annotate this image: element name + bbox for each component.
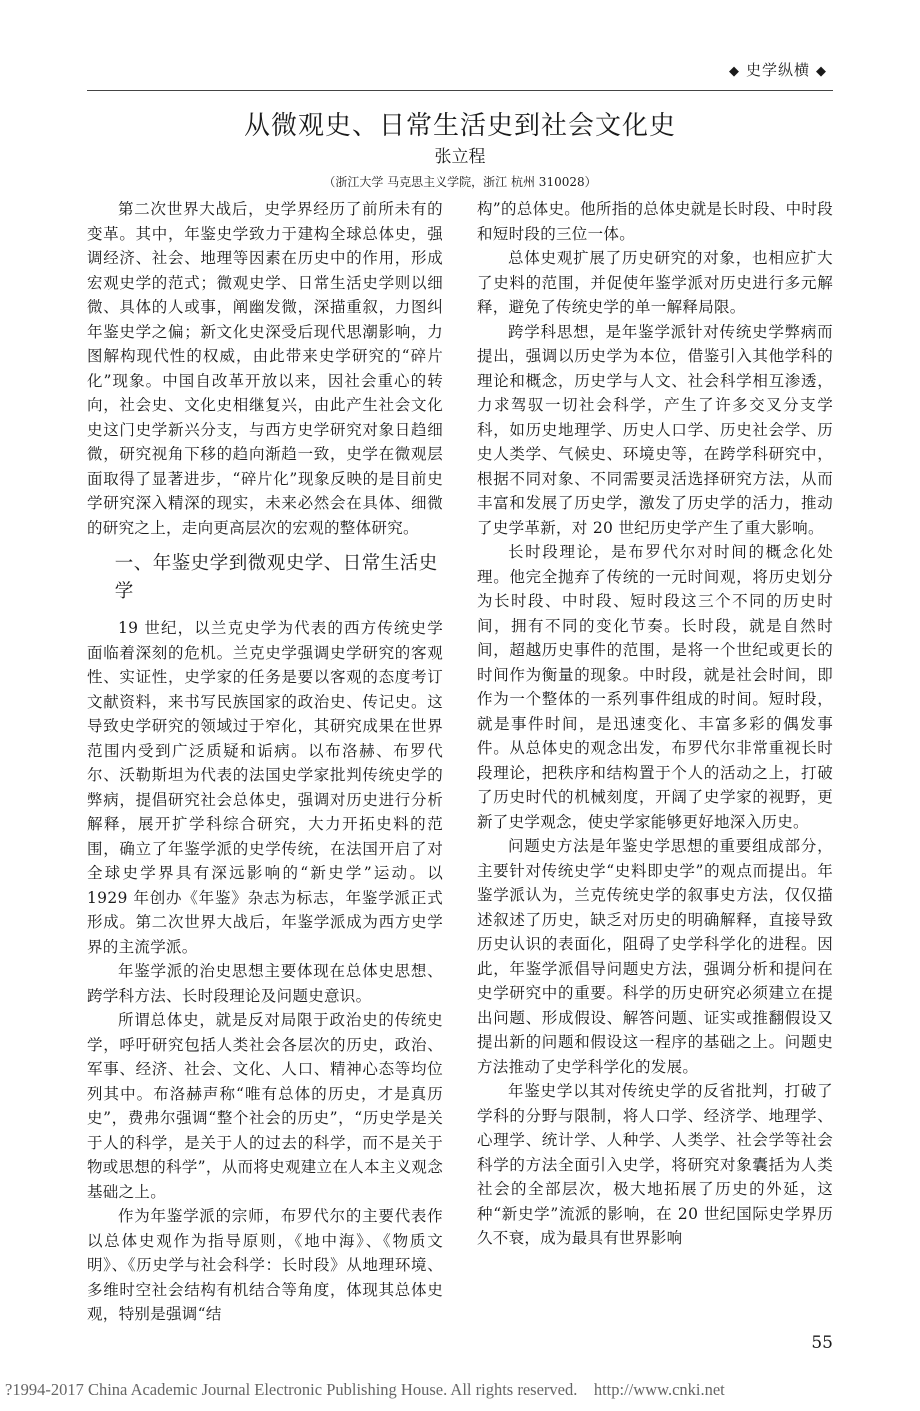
section-tag-label: 史学纵横 — [745, 61, 810, 79]
paragraph: 跨学科思想，是年鉴学派针对传统史学弊病而提出，强调以历史学为本位，借鉴引入其他学科的理论和概念，历史学与人文、社会科学相互渗透，力求驾驭一切社会科学，产生了许多交叉分支学科，如历史地理学、历史人口学、历史社会学、历史人类学、气候史、环境史等，在跨学科研究中，根据不同对象、不同需要灵活选择研究方法，从而丰富和发展了历史学，激发了历史学的活力，推动了史学革新，对 20 世纪历史学产生了重大影响。 — [477, 322, 833, 537]
page-number: 55 — [811, 1332, 833, 1353]
article-title: 从微观史、日常生活史到社会文化史 — [243, 111, 676, 141]
left-column — [87, 197, 443, 1327]
paragraph: 第二次世界大战后，史学界经历了前所未有的变革。其中，年鉴史学致力于建构全球总体史，强调经济、社会、地理等因素在历史中的作用，形成宏观史学的范式；微观史学、日常生活史学则以细微、具体的人或事，阐幽发微，深描重叙，力图纠年鉴史学之偏；新文化史深受后现代思潮影响，力图解构现代性的权威，由此带来史学研究的“碎片化”现象。中国自改革开放以来，因社会重心的转向，社会史、文化史相继复兴，由此产生社会文化史这门史学新兴分支，与西方史学研究对象日趋细微，研究视角下移的趋向渐趋一致，史学在微观层面取得了显著进步，“碎片化”现象反映的是目前史学研究深入精深的现实，未来必然会在具体、细微的研究之上，走向更高层次的宏观的整体研究。 — [87, 200, 443, 537]
paragraph-continuation: 构”的总体史。他所指的总体史就是长时段、中时段和短时段的三位一体。 — [477, 200, 833, 243]
body-columns — [87, 197, 833, 1327]
diamond-icon: ◆ — [728, 64, 740, 79]
diamond-icon: ◆ — [816, 64, 827, 79]
copyright-footer: ?1994-2017 China Academic Journal Electronic Publishing House. All rights reserved. http://www.cnki.net — [5, 1379, 725, 1399]
section-heading: 一、年鉴史学到微观史学、日常生活史学 — [114, 553, 438, 602]
paragraph: 年鉴学派的治史思想主要体现在总体史思想、跨学科方法、长时段理论及问题史意识。 — [87, 962, 443, 1005]
paragraph: 19 世纪，以兰克史学为代表的西方传统史学面临着深刻的危机。兰克史学强调史学研究的客观性、实证性，史学家的任务是要以客观的态度考订文献资料，来书写民族国家的政治史、传记史。这导致史学研究的领域过于窄化，其研究成果在世界范围内受到广泛质疑和诟病。以布洛赫、布罗代尔、沃勒斯坦为代表的法国史学家批判传统史学的弊病，提倡研究社会总体史，强调对历史进行分析解释，展开扩学科综合研究，大力开拓史料的范围，确立了年鉴学派的史学传统，在法国开启了对全球史学界具有深远影响的“新史学”运动。以 1929 年创办《年鉴》杂志为标志，年鉴学派正式形成。第二次世界大战后，年鉴学派成为西方史学界的主流学派。 — [87, 619, 443, 956]
paragraph: 问题史方法是年鉴史学思想的重要组成部分，主要针对传统史学“史料即史学”的观点而提出。年鉴学派认为，兰克传统史学的叙事史方法，仅仅描述叙述了历史，缺乏对历史的明确解释，直接导致历史认识的表面化，阻碍了史学科学化的进程。因此，年鉴学派倡导问题史方法，强调分析和提问在史学研究中的重要。科学的历史研究必须建立在提出问题、形成假设、解答问题、证实或推翻假设又提出新的问题和假设这一程序的基础之上。问题史方法推动了史学科学化的发展。 — [477, 837, 833, 1076]
paragraph: 总体史观扩展了历史研究的对象，也相应扩大了史料的范围，并促使年鉴学派对历史进行多元解释，避免了传统史学的单一解释局限。 — [477, 249, 833, 316]
paragraph: 作为年鉴学派的宗师，布罗代尔的主要代表作以总体史观作为指导原则，《地中海》、《物质文明》、《历史学与社会科学：长时段》从地理环境、多维时空社会结构有机结合等角度，体现其总体史观，特别是强调“结 — [87, 1207, 443, 1323]
paragraph: 所谓总体史，就是反对局限于政治史的传统史学，呼吁研究包括人类社会各层次的历史，政治、军事、经济、社会、文化、人口、精神心态等均位列其中。布洛赫声称“唯有总体的历史，才是真历史”，费弗尔强调“整个社会的历史”，“历史学是关于人的科学，是关于人的过去的科学，而不是关于物或思想的科学”，从而将史观建立在人本主义观念基础之上。 — [87, 1011, 443, 1201]
author-affiliation: （浙江大学 马克思主义学院，浙江 杭州 310028） — [323, 175, 597, 189]
paragraph: 长时段理论，是布罗代尔对时间的概念化处理。他完全抛弃了传统的一元时间观，将历史划分为长时段、中时段、短时段这三个不同的历史时间，拥有不同的变化节奏。长时段，就是自然时间，超越历史事件的范围，是将一个世纪或更长的时间作为衡量的现象。中时段，就是社会时间，即作为一个整体的一系列事件组成的时间。短时段，就是事件时间，是迅速变化、丰富多彩的偶发事件。从总体史的观念出发，布罗代尔非常重视长时段理论，把秩序和结构置于个人的活动之上，打破了历史时代的机械刻度，开阔了史学家的视野，更新了史学观念，使史学家能够更好地深入历史。 — [477, 543, 833, 831]
article-author: 张立程 — [434, 147, 486, 167]
right-column — [477, 197, 833, 1327]
paragraph: 年鉴史学以其对传统史学的反省批判，打破了学科的分野与限制，将人口学、经济学、地理学、心理学、统计学、人种学、人类学、社会学等社会科学的方法全面引入史学，将研究对象囊括为人类社会的全部层次，极大地拓展了历史的外延，这种“新史学”流派的影响，在 20 世纪国际史学界历久不衰，成为最具有世界影响 — [477, 1082, 833, 1247]
header-divider — [87, 90, 833, 91]
section-tag — [87, 58, 833, 84]
